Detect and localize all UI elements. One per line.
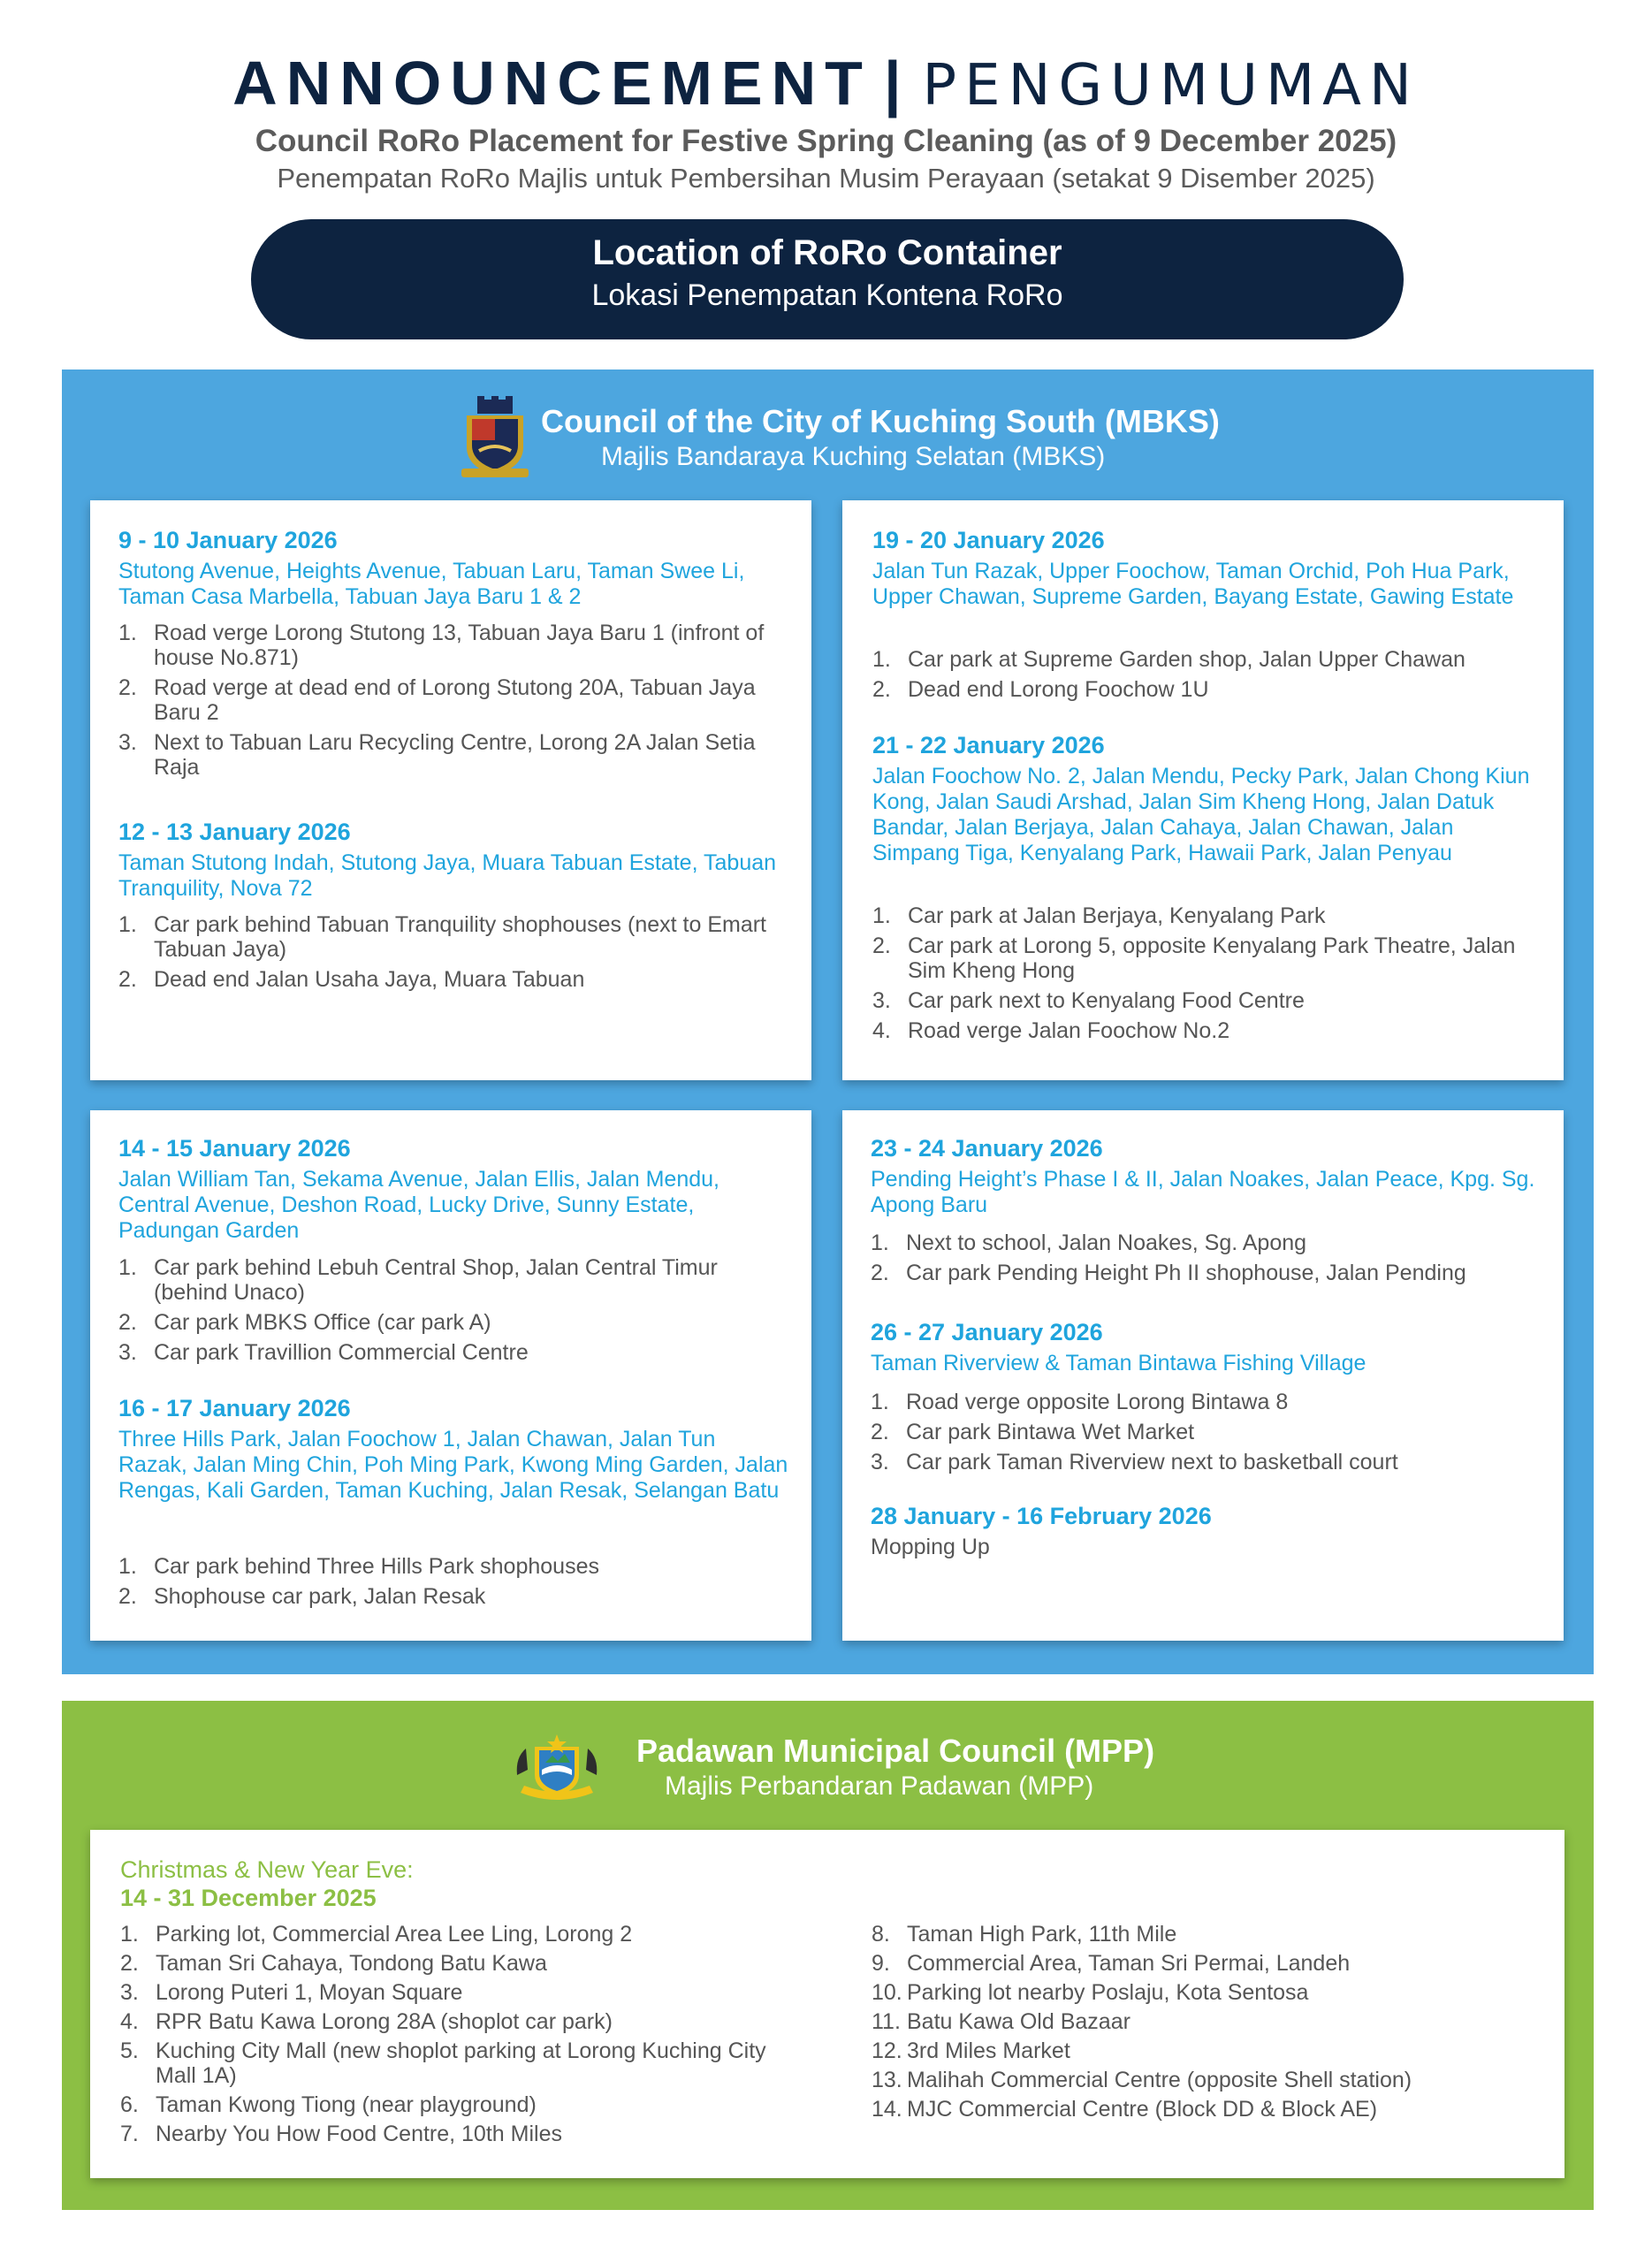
schedule-areas: Taman Riverview & Taman Bintawa Fishing Village xyxy=(871,1351,1367,1375)
schedule-areas: Jalan Foochow No. 2, Jalan Mendu, Pecky Park, Jalan Chong Kiun Kong, Jalan Saudi Arshad, Jalan Sim Kheng Hong, Jalan Datuk Bandar, Jalan Berjaya, Jalan Cahaya, Jalan Chawan, Jalan Simpang Tiga, Kenyalang Park, Hawaii Park, Jalan Penyau xyxy=(872,764,1530,865)
list-item: 12. 3rd Miles Market xyxy=(872,2038,1070,2063)
list-item: 3. Car park Travillion Commercial Centre xyxy=(118,1340,529,1365)
location-list xyxy=(118,912,790,997)
schedule-date: 14 - 15 January 2026 xyxy=(118,1135,351,1162)
subtitle-english: Council RoRo Placement for Festive Spring Cleaning (as of 9 December 2025) xyxy=(255,124,1397,158)
schedule-card xyxy=(842,1110,1564,1641)
mpp-date: 14 - 31 December 2025 xyxy=(120,1885,377,1911)
location-list xyxy=(118,621,773,785)
schedule-areas: Three Hills Park, Jalan Foochow 1, Jalan Chawan, Jalan Tun Razak, Jalan Ming Chin, Poh Ming Park, Kwong Ming Garden, Jalan Rengas, Kali Garden, Taman Kuching, Jalan Resak, Selangan Batu xyxy=(118,1427,788,1503)
list-item: 10. Parking lot nearby Poslaju, Kota Sentosa xyxy=(872,1980,1309,2005)
list-item: 1. Car park behind Tabuan Tranquility shophouses (next to Emart Tabuan Jaya) xyxy=(118,912,766,962)
schedule-areas: Pending Height’s Phase I & II, Jalan Noakes, Jalan Peace, Kpg. Sg. Apong Baru xyxy=(871,1167,1535,1217)
location-list xyxy=(118,1255,790,1370)
page-title xyxy=(0,46,1652,123)
title-separator: | xyxy=(883,49,910,118)
list-item: 13. Malihah Commercial Centre (opposite Shell station) xyxy=(872,2068,1412,2092)
mbks-title: Council of the City of Kuching South (MBKS) xyxy=(541,403,1220,439)
list-item: 1. Car park at Jalan Berjaya, Kenyalang Park xyxy=(872,903,1326,928)
list-item: 2. Car park at Lorong 5, opposite Kenyalang Park Theatre, Jalan Sim Kheng Hong xyxy=(872,933,1516,983)
mpp-crest-icon xyxy=(508,1731,605,1803)
location-banner-subtitle: Lokasi Penempatan Kontena RoRo xyxy=(591,278,1063,312)
title-malay: PENGUMUMAN xyxy=(922,53,1420,118)
mpp-list-right xyxy=(872,1922,1543,2126)
list-item: 14. MJC Commercial Centre (Block DD & Block AE) xyxy=(872,2097,1378,2122)
list-item: 2. Taman Sri Cahaya, Tondong Batu Kawa xyxy=(120,1951,547,1976)
schedule-card xyxy=(90,1110,811,1641)
mpp-list-left xyxy=(120,1922,792,2151)
list-item: 3. Next to Tabuan Laru Recycling Centre, Lorong 2A Jalan Setia Raja xyxy=(118,730,756,780)
schedule-date: 19 - 20 January 2026 xyxy=(872,527,1105,553)
list-item: 2. Car park MBKS Office (car park A) xyxy=(118,1310,491,1335)
list-item: 2. Dead end Jalan Usaha Jaya, Muara Tabuan xyxy=(118,967,585,992)
schedule-date: 12 - 13 January 2026 xyxy=(118,819,351,845)
schedule-date: 16 - 17 January 2026 xyxy=(118,1395,351,1421)
schedule-areas: Jalan William Tan, Sekama Avenue, Jalan Ellis, Jalan Mendu, Central Avenue, Deshon Road, Lucky Drive, Sunny Estate, Padungan Garden xyxy=(118,1167,719,1243)
mbks-subtitle: Majlis Bandaraya Kuching Selatan (MBKS) xyxy=(601,442,1106,471)
mpp-section xyxy=(62,1701,1594,2210)
list-item: 2. Car park Pending Height Ph II shophouse, Jalan Pending xyxy=(871,1261,1466,1285)
schedule-areas: Stutong Avenue, Heights Avenue, Tabuan Laru, Taman Swee Li, Taman Casa Marbella, Tabuan Jaya Baru 1 & 2 xyxy=(118,559,745,609)
list-item: 8. Taman High Park, 11th Mile xyxy=(872,1922,1177,1947)
location-list xyxy=(872,647,1544,707)
schedule-date: 26 - 27 January 2026 xyxy=(871,1319,1103,1345)
mbks-section xyxy=(62,370,1594,1674)
list-item: 2. Road verge at dead end of Lorong Stutong 20A, Tabuan Jaya Baru 2 xyxy=(118,675,756,725)
mpp-subtitle: Majlis Perbandaran Padawan (MPP) xyxy=(665,1772,1094,1801)
location-list xyxy=(871,1231,1542,1291)
schedule-areas: Taman Stutong Indah, Stutong Jaya, Muara Tabuan Estate, Tabuan Tranquility, Nova 72 xyxy=(118,850,777,901)
schedule-card xyxy=(842,500,1564,1080)
list-item: 2. Car park Bintawa Wet Market xyxy=(871,1420,1195,1444)
schedule-date: 28 January - 16 February 2026 xyxy=(871,1503,1212,1529)
list-item: 1. Next to school, Jalan Noakes, Sg. Apong xyxy=(871,1231,1307,1255)
schedule-date: 21 - 22 January 2026 xyxy=(872,732,1105,758)
subtitle-malay: Penempatan RoRo Majlis untuk Pembersihan Musim Perayaan (setakat 9 Disember 2025) xyxy=(277,163,1375,194)
list-item: 1. Parking lot, Commercial Area Lee Ling, Lorong 2 xyxy=(120,1922,633,1947)
list-item: 4. Road verge Jalan Foochow No.2 xyxy=(872,1018,1230,1043)
list-item: 6. Taman Kwong Tiong (near playground) xyxy=(120,2092,537,2117)
location-banner xyxy=(251,219,1404,339)
location-list xyxy=(871,1390,1542,1480)
location-list xyxy=(872,903,1544,1048)
list-item: 1. Car park behind Lebuh Central Shop, Jalan Central Timur (behind Unaco) xyxy=(118,1255,718,1305)
title-english: ANNOUNCEMENT xyxy=(232,49,872,118)
list-item: 7. Nearby You How Food Centre, 10th Miles xyxy=(120,2122,562,2146)
schedule-areas: Jalan Tun Razak, Upper Foochow, Taman Orchid, Poh Hua Park, Upper Chawan, Supreme Garden, Bayang Estate, Gawing Estate xyxy=(872,559,1514,609)
list-item: 1. Car park at Supreme Garden shop, Jalan Upper Chawan xyxy=(872,647,1465,672)
list-item: 1. Car park behind Three Hills Park shophouses xyxy=(118,1554,599,1579)
mpp-occasion: Christmas & New Year Eve: xyxy=(120,1856,414,1883)
list-item: 3. Car park Taman Riverview next to basketball court xyxy=(871,1450,1398,1474)
list-item: 3. Car park next to Kenyalang Food Centre xyxy=(872,988,1305,1013)
location-banner-title: Location of RoRo Container xyxy=(592,233,1062,272)
location-list xyxy=(118,1554,790,1614)
mpp-card xyxy=(90,1830,1564,2178)
list-item: 3. Lorong Puteri 1, Moyan Square xyxy=(120,1980,463,2005)
list-item: 1. Road verge opposite Lorong Bintawa 8 xyxy=(871,1390,1289,1414)
list-item: 2. Dead end Lorong Foochow 1U xyxy=(872,677,1209,702)
list-item: 5. Kuching City Mall (new shoplot parking at Lorong Kuching City Mall 1A) xyxy=(120,2038,766,2088)
mpp-title: Padawan Municipal Council (MPP) xyxy=(636,1733,1155,1769)
list-item: 4. RPR Batu Kawa Lorong 28A (shoplot car park) xyxy=(120,2009,613,2034)
mopping-up-note: Mopping Up xyxy=(871,1535,990,1559)
list-item: 2. Shophouse car park, Jalan Resak xyxy=(118,1584,486,1609)
list-item: 11. Batu Kawa Old Bazaar xyxy=(872,2009,1131,2034)
list-item: 1. Road verge Lorong Stutong 13, Tabuan Jaya Baru 1 (infront of house No.871) xyxy=(118,621,765,670)
schedule-card xyxy=(90,500,811,1080)
schedule-date: 23 - 24 January 2026 xyxy=(871,1135,1103,1162)
mbks-crest-icon xyxy=(458,396,532,481)
schedule-date: 9 - 10 January 2026 xyxy=(118,527,338,553)
list-item: 9. Commercial Area, Taman Sri Permai, Landeh xyxy=(872,1951,1351,1976)
